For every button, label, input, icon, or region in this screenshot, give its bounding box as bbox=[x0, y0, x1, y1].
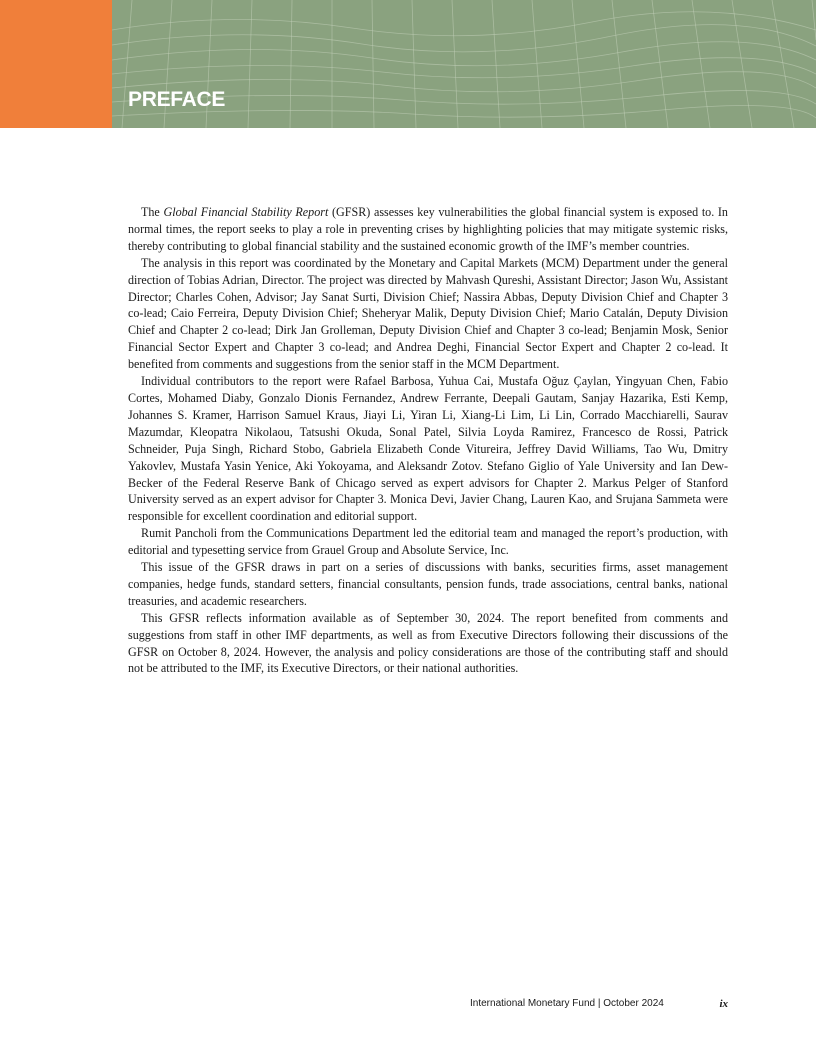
preface-body bbox=[128, 204, 728, 677]
paragraph-intro bbox=[128, 204, 728, 255]
header-accent-block bbox=[0, 0, 112, 128]
page-title: PREFACE bbox=[128, 88, 226, 111]
paragraph-editorial: Rumit Pancholi from the Communications Department led the editorial team and managed the report’s production, with editorial and typesetting service from Grauel Group and Absolute Service, Inc. bbox=[128, 526, 728, 558]
header-band bbox=[0, 0, 816, 128]
paragraph-information-date: This GFSR reflects information available as of September 30, 2024. The report benefited from comments and suggestions from staff in other IMF departments, as well as from Executive Directors following their discussions of the GFSR on October 8, 2024. However, the analysis and policy considerations are those of the contributing staff and should not be attributed to the IMF, its Executive Directors, or their national authorities. bbox=[128, 610, 728, 676]
paragraph-coordination: The analysis in this report was coordinated by the Monetary and Capital Markets (MCM) Department under the general direction of Tobias Adrian, Director. The project was directed by Mahvash Qureshi, Assistant Director; Jason Wu, Assistant Director; Charles Cohen, Advisor; Jay Sanat Surti, Division Chief; Nassira Abbas, Deputy Division Chief and Chapter 3 co-lead; Caio Ferreira, Deputy Division Chief; Sheheryar Malik, Deputy Division Chief; Mario Catalán, Deputy Division Chief and Chapter 2 co-lead; Dirk Jan Grolleman, Deputy Division Chief and Chapter 3 co-lead; Benjamin Mosk, Senior Financial Sector Expert and Chapter 3 co-lead; and Andrea Deghi, Financial Sector Expert and Chapter 2 co-lead. It benefited from comments and suggestions from the senior staff in the MCM Department. bbox=[128, 255, 728, 372]
report-title-italic: Global Financial Stability Report bbox=[163, 205, 329, 219]
page-number: ix bbox=[719, 998, 728, 1010]
paragraph-contributors: Individual contributors to the report were Rafael Barbosa, Yuhua Cai, Mustafa Oğuz Çaylan, Yingyuan Chen, Fabio Cortes, Mohamed Diaby, Gonzalo Dionis Fernandez, Andrew Ferrante, Deepali Gautam, Sanjay Hazarika, Esti Kemp, Johannes S. Kramer, Harrison Samuel Kraus, Jiayi Li, Yiran Li, Xiang-Li Lim, Li Lin, Corrado Macchiarelli, Saurav Mazumdar, Kleopatra Nikolaou, Tatsushi Okuda, Sonal Patel, Silvia Loyda Ramirez, Francesco de Rossi, Patrick Schneider, Puja Singh, Richard Stobo, Gabriela Elizabeth Conde Vitureira, Jeffrey David Williams, Tao Wu, Dmitry Yakovlev, Mustafa Yasin Yenice, Aki Yokoyama, and Aleksandr Zotov. Stefano Giglio of Yale University and Ian Dew-Becker of the Federal Reserve Bank of Chicago served as expert advisors for Chapter 2. Markus Pelger of Stanford University served as an expert advisor for Chapter 3. Monica Devi, Javier Chang, Lauren Kao, and Srujana Sammeta were responsible for excellent coordination and editorial support. bbox=[128, 374, 728, 524]
paragraph-intro-lead: The bbox=[141, 205, 164, 219]
paragraph-discussions: This issue of the GFSR draws in part on a series of discussions with banks, securities firms, asset management companies, hedge funds, standard setters, financial consultants, pension funds, trade associations, central banks, national treasuries, and academic researchers. bbox=[128, 560, 728, 608]
page-footer bbox=[470, 998, 728, 1009]
paragraph-intro-rest: (GFSR) assesses key vulnerabilities the global financial system is exposed to. In normal times, the report seeks to play a role in preventing crises by highlighting policies that may mitigate systemic risks, thereby contributing to global financial stability and the sustained economic growth of the IMF’s member countries. bbox=[128, 205, 728, 253]
footer-source: International Monetary Fund | October 2024 bbox=[470, 998, 664, 1009]
